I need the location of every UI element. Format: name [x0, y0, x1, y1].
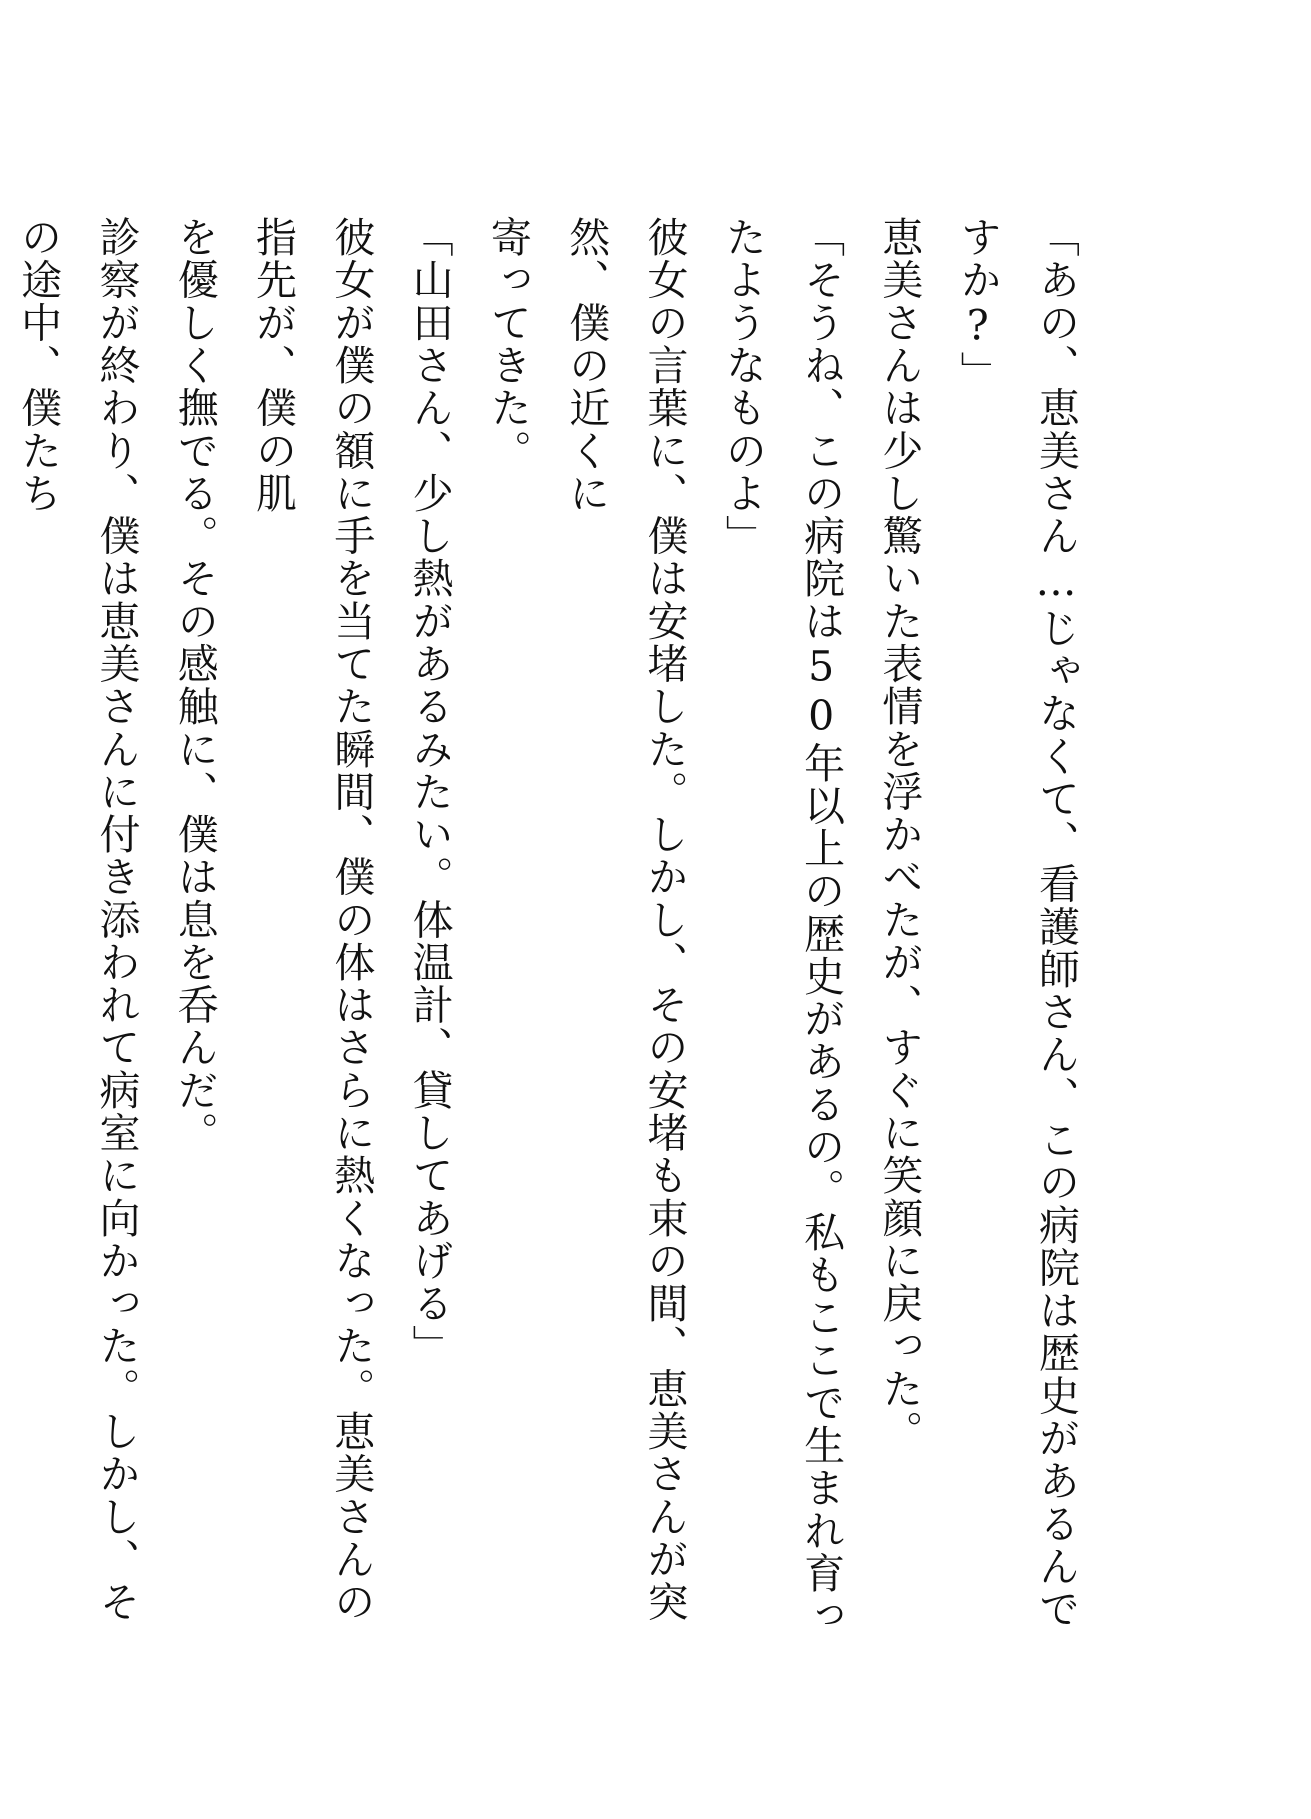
paragraph-narration-smile [860, 216, 938, 1656]
text-line: 診察が終わり、僕は恵美さんに付き添われて病室に向かった。しかし、その途中、僕たち [14, 216, 141, 1624]
text-line: 「山田さん、少し熱があるみたい。体温計、貸してあげる」 [405, 216, 454, 1368]
text-line: 寄ってきた。 [483, 216, 532, 472]
text-line: 彼女の言葉に、僕は安堵した。しかし、その安堵も束の間、恵美さんが突然、僕の近くに [562, 216, 689, 1624]
paragraph-narration-corridor [0, 216, 155, 1656]
paragraph-dialogue-history [704, 216, 861, 1656]
vertical-text-body [14, 216, 1095, 1656]
paragraph-narration-touch [155, 216, 390, 1656]
paragraph-dialogue-thermometer [390, 216, 468, 1656]
text-line: 「そうね、この病院は50年以上の歴史があるの。私もここで生まれ育ったようなものよ」 [718, 216, 846, 1638]
text-line: 「あの、恵美さん…じゃなくて、看護師さん、この病院は歴史があるんですか?」 [953, 216, 1080, 1631]
paragraph-dialogue-question [938, 216, 1095, 1656]
text-line: を優しく撫でる。その感触に、僕は息を呑んだ。 [170, 216, 219, 1155]
paragraph-narration-relief [469, 216, 704, 1656]
text-line: 彼女が僕の額に手を当てた瞬間、僕の体はさらに熱くなった。恵美さんの指先が、僕の肌 [249, 216, 376, 1624]
text-line: 恵美さんは少し驚いた表情を浮かべたが、すぐに笑顔に戻った。 [875, 216, 924, 1453]
